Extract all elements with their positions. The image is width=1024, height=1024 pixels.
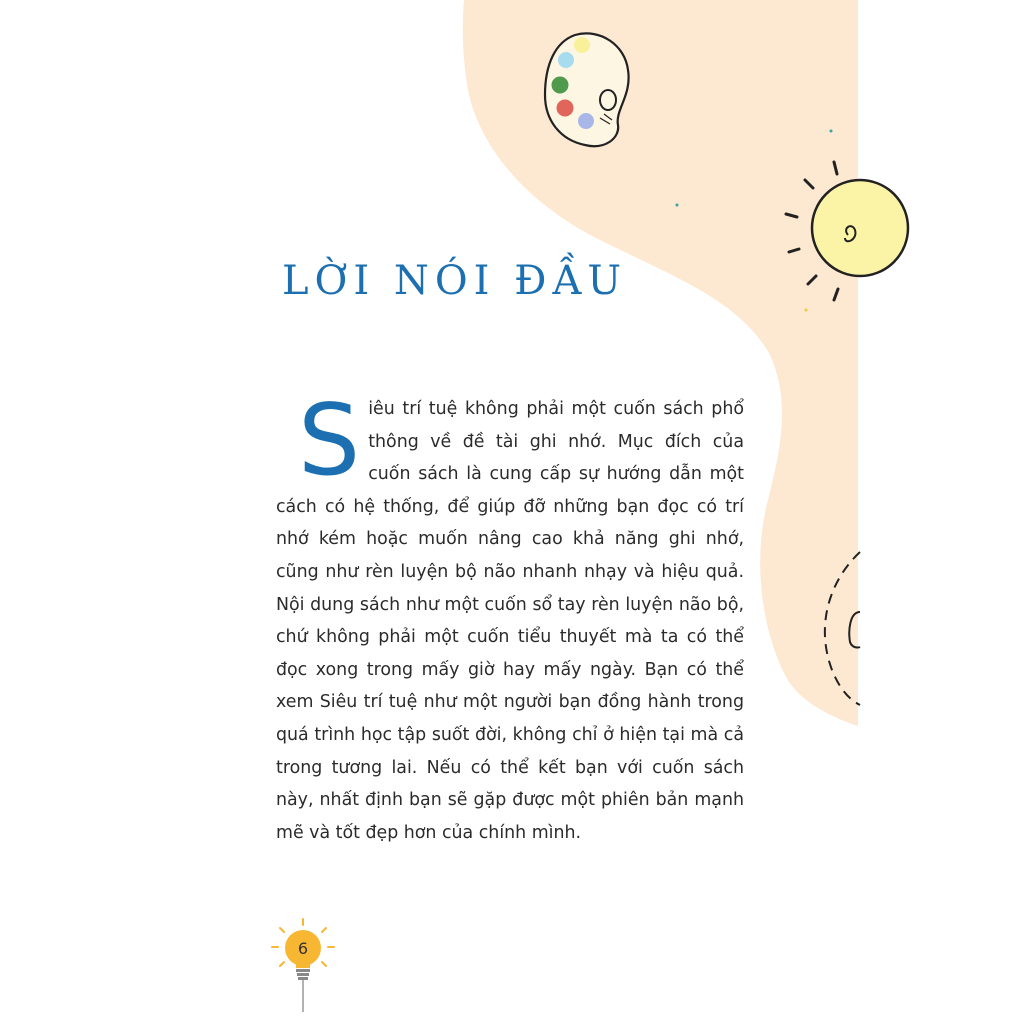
foreword-paragraph <box>276 384 744 849</box>
paragraph-text: iêu trí tuệ không phải một cuốn sách phổ thông về đề tài ghi nhớ. Mục đích của cuốn sách là cung cấp sự hướng dẫn một cách có hệ thống, để giúp đỡ những bạn đọc có trí nhớ kém hoặc muốn nâng cao khả năng ghi nhớ, cũng như rèn luyện bộ não nhanh nhạy và hiệu quả. Nội dung sách như một cuốn sổ tay rèn luyện não bộ, chứ không phải một cuốn tiểu thuyết mà ta có thể đọc xong trong mấy giờ hay mấy ngày. Bạn có thể xem Siêu trí tuệ như một người bạn đồng hành trong quá trình học tập suốt đời, không chỉ ở hiện tại mà cả trong tương lai. Nếu có thể kết bạn với cuốn sách này, nhất định bạn sẽ gặp được một phiên bản mạnh mẽ và tốt đẹp hơn của chính mình. <box>276 399 744 843</box>
drop-cap-letter: S <box>298 384 361 498</box>
light-bulb-icon <box>272 919 334 1012</box>
page-number: 6 <box>297 939 309 958</box>
page-title: LỜI NÓI ĐẦU <box>282 258 628 304</box>
paint-palette-icon <box>545 33 629 146</box>
